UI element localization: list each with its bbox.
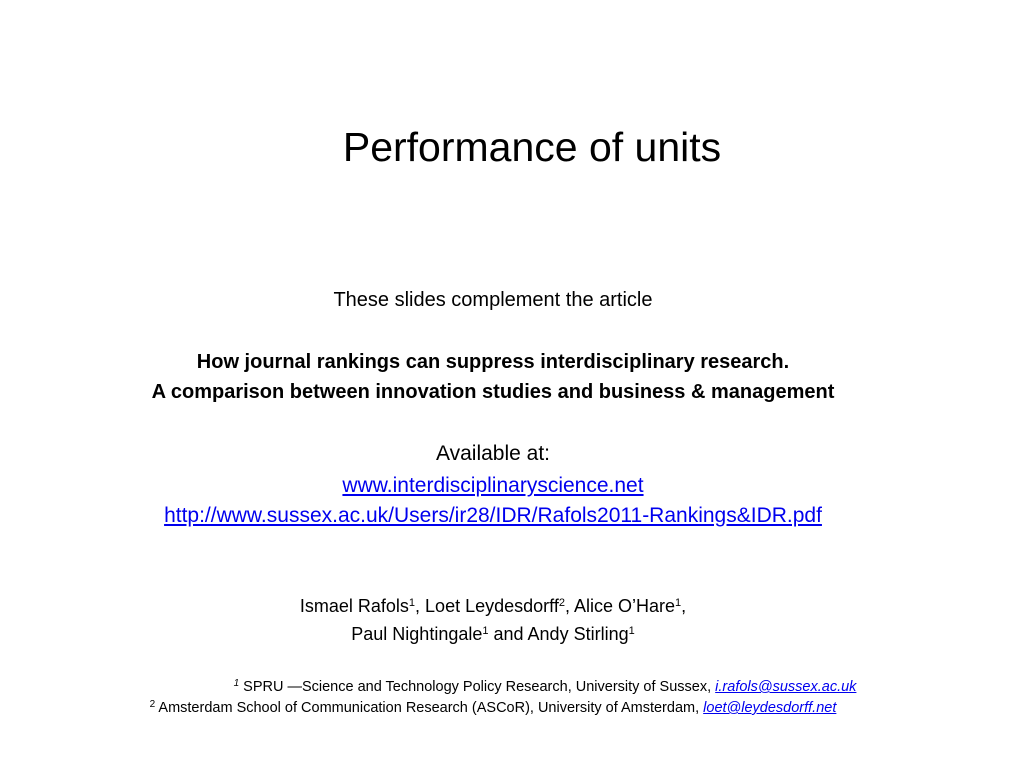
available-label: Available at:	[435, 442, 551, 465]
affiliation-2	[0, 699, 986, 717]
affiliation-2-sup: 2	[149, 699, 156, 710]
email-link-leydesdorff[interactable]: loet@leydesdorff.net	[703, 700, 837, 716]
author-leydesdorff-sup: 2	[558, 597, 565, 609]
slide-title: Performance of units	[342, 124, 722, 170]
authors-line-2	[0, 620, 986, 648]
author-stirling: and Andy Stirling	[493, 624, 629, 644]
authors-line-1: Ismael Rafols$^1$, Loet Leydesdorff$^2$, Alice O’Hare$^1$,	[299, 596, 687, 616]
author-ohare-sup: 1	[675, 597, 682, 609]
author-nightingale-sup: 1	[482, 625, 489, 637]
affiliation-1	[0, 678, 1024, 696]
link-website[interactable]: www.interdisciplinaryscience.net	[342, 474, 644, 497]
article-title-line-1: How journal rankings can suppress interdisciplinary research.	[196, 351, 790, 373]
email-link-rafols[interactable]: i.rafols@sussex.ac.uk	[715, 679, 857, 695]
author-ohare: Alice O’Hare	[573, 596, 675, 616]
authors-list	[0, 592, 986, 648]
link-pdf[interactable]: http://www.sussex.ac.uk/Users/ir28/IDR/Rafols2011-Rankings&IDR.pdf	[164, 504, 822, 527]
affiliation-1-sup: 1	[233, 678, 240, 689]
author-nightingale: Paul Nightingale	[351, 624, 483, 644]
article-title	[0, 347, 986, 407]
author-stirling-sup: 1	[628, 625, 635, 637]
article-title-line-2: A comparison between innovation studies and business & management	[151, 381, 835, 403]
affiliation-2-text: Amsterdam School of Communication Research (ASCoR), University of Amsterdam,	[158, 700, 700, 716]
author-rafols-sup: 1	[408, 597, 416, 609]
affiliation-1-text: SPRU —Science and Technology Policy Research, University of Sussex,	[243, 679, 712, 695]
links-list	[0, 471, 986, 531]
author-leydesdorff: Loet Leydesdorff	[425, 596, 559, 616]
intro-text: These slides complement the article	[333, 289, 653, 311]
author-rafols: Ismael Rafols	[299, 596, 409, 616]
